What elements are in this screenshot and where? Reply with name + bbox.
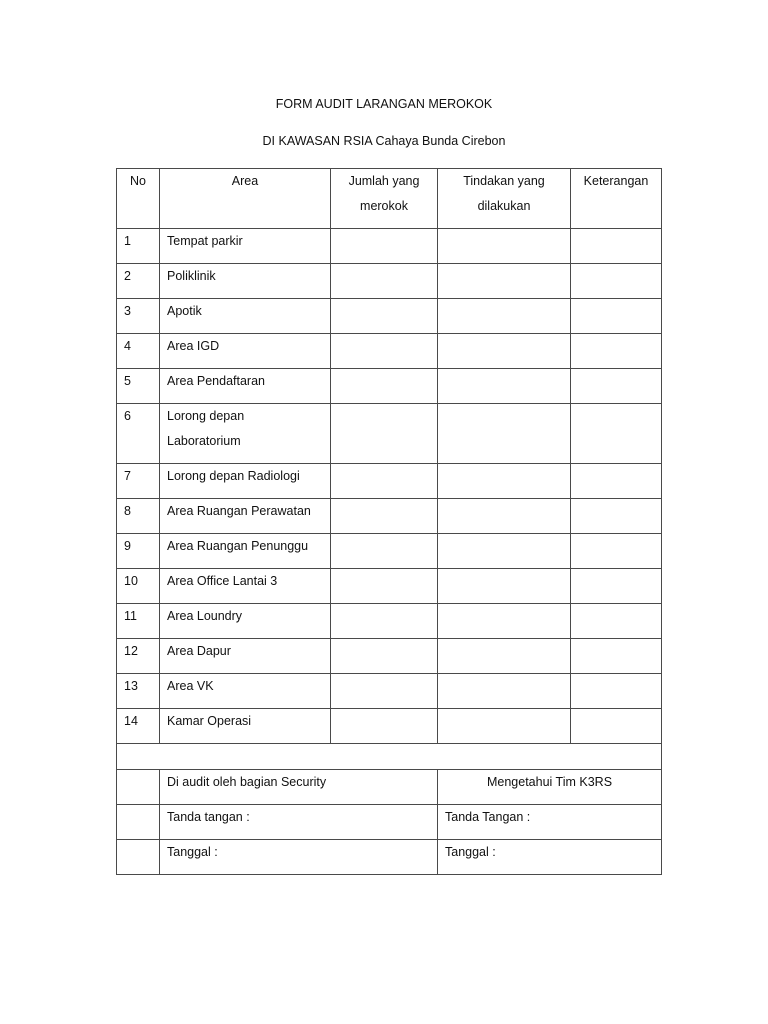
row-jumlah-cell xyxy=(331,569,438,604)
row-tindakan-cell xyxy=(438,569,571,604)
row-tindakan-cell xyxy=(438,334,571,369)
row-tindakan-cell xyxy=(438,369,571,404)
date-left-label: Tanggal : xyxy=(160,840,438,875)
spacer-row xyxy=(117,744,662,770)
header-row xyxy=(117,169,662,229)
row-tindakan-cell xyxy=(438,464,571,499)
row-jumlah-cell xyxy=(331,229,438,264)
signature-left-label: Tanda tangan : xyxy=(160,805,438,840)
row-area: Poliklinik xyxy=(160,264,331,299)
audit-by-label: Di audit oleh bagian Security xyxy=(160,770,438,805)
row-area: Area Office Lantai 3 xyxy=(160,569,331,604)
row-area: Area Loundry xyxy=(160,604,331,639)
footer-audit-row xyxy=(117,770,662,805)
row-area: Area VK xyxy=(160,674,331,709)
row-tindakan-cell xyxy=(438,229,571,264)
row-keterangan-cell xyxy=(571,229,662,264)
row-keterangan-cell xyxy=(571,404,662,464)
footer-signature-row xyxy=(117,805,662,840)
row-tindakan-cell xyxy=(438,404,571,464)
row-keterangan-cell xyxy=(571,569,662,604)
table-row xyxy=(117,499,662,534)
header-no: No xyxy=(117,169,160,229)
row-area: Lorong depan Laboratorium xyxy=(160,404,331,464)
row-keterangan-cell xyxy=(571,464,662,499)
row-tindakan-cell xyxy=(438,264,571,299)
row-keterangan-cell xyxy=(571,709,662,744)
row-number: 8 xyxy=(117,499,160,534)
footer-empty-cell xyxy=(117,805,160,840)
row-jumlah-cell xyxy=(331,264,438,299)
row-number: 13 xyxy=(117,674,160,709)
row-number: 10 xyxy=(117,569,160,604)
table-row xyxy=(117,569,662,604)
form-subtitle: DI KAWASAN RSIA Cahaya Bunda Cirebon xyxy=(262,134,506,148)
row-number: 6 xyxy=(117,404,160,464)
audit-table xyxy=(116,168,662,875)
signature-right-label: Tanda Tangan : xyxy=(438,805,662,840)
row-number: 3 xyxy=(117,299,160,334)
header-area: Area xyxy=(160,169,331,229)
table-row xyxy=(117,299,662,334)
row-keterangan-cell xyxy=(571,674,662,709)
table-row xyxy=(117,334,662,369)
row-tindakan-cell xyxy=(438,499,571,534)
row-jumlah-cell xyxy=(331,499,438,534)
table-row xyxy=(117,709,662,744)
row-jumlah-cell xyxy=(331,299,438,334)
row-area: Area Ruangan Penunggu xyxy=(160,534,331,569)
row-area: Lorong depan Radiologi xyxy=(160,464,331,499)
table-row xyxy=(117,534,662,569)
row-tindakan-cell xyxy=(438,709,571,744)
table-row xyxy=(117,229,662,264)
row-keterangan-cell xyxy=(571,639,662,674)
row-keterangan-cell xyxy=(571,499,662,534)
row-number: 1 xyxy=(117,229,160,264)
row-number: 9 xyxy=(117,534,160,569)
row-number: 4 xyxy=(117,334,160,369)
table-row xyxy=(117,464,662,499)
table-row xyxy=(117,604,662,639)
row-tindakan-cell xyxy=(438,299,571,334)
row-jumlah-cell xyxy=(331,709,438,744)
footer-empty-cell xyxy=(117,770,160,805)
row-area: Apotik xyxy=(160,299,331,334)
row-area: Area IGD xyxy=(160,334,331,369)
row-tindakan-cell xyxy=(438,534,571,569)
row-keterangan-cell xyxy=(571,264,662,299)
date-right-label: Tanggal : xyxy=(438,840,662,875)
row-jumlah-cell xyxy=(331,604,438,639)
row-number: 2 xyxy=(117,264,160,299)
table-row xyxy=(117,404,662,464)
row-area: Area Pendaftaran xyxy=(160,369,331,404)
table-row xyxy=(117,369,662,404)
acknowledged-by-label: Mengetahui Tim K3RS xyxy=(438,770,662,805)
row-tindakan-cell xyxy=(438,674,571,709)
row-keterangan-cell xyxy=(571,299,662,334)
row-jumlah-cell xyxy=(331,334,438,369)
row-area: Area Ruangan Perawatan xyxy=(160,499,331,534)
row-number: 14 xyxy=(117,709,160,744)
form-title: FORM AUDIT LARANGAN MEROKOK xyxy=(275,97,493,111)
row-area: Tempat parkir xyxy=(160,229,331,264)
row-jumlah-cell xyxy=(331,639,438,674)
row-area: Kamar Operasi xyxy=(160,709,331,744)
footer-date-row xyxy=(117,840,662,875)
row-number: 12 xyxy=(117,639,160,674)
row-keterangan-cell xyxy=(571,534,662,569)
row-keterangan-cell xyxy=(571,334,662,369)
row-number: 7 xyxy=(117,464,160,499)
footer-empty-cell xyxy=(117,840,160,875)
row-tindakan-cell xyxy=(438,604,571,639)
header-jumlah: Jumlah yang merokok xyxy=(331,169,438,229)
row-tindakan-cell xyxy=(438,639,571,674)
header-keterangan: Keterangan xyxy=(571,169,662,229)
table-row xyxy=(117,674,662,709)
row-keterangan-cell xyxy=(571,604,662,639)
table-row xyxy=(117,264,662,299)
row-jumlah-cell xyxy=(331,464,438,499)
row-jumlah-cell xyxy=(331,674,438,709)
row-jumlah-cell xyxy=(331,369,438,404)
spacer-cell xyxy=(117,744,662,770)
row-keterangan-cell xyxy=(571,369,662,404)
header-tindakan: Tindakan yang dilakukan xyxy=(438,169,571,229)
row-jumlah-cell xyxy=(331,404,438,464)
table-row xyxy=(117,639,662,674)
row-jumlah-cell xyxy=(331,534,438,569)
row-number: 11 xyxy=(117,604,160,639)
row-number: 5 xyxy=(117,369,160,404)
row-area: Area Dapur xyxy=(160,639,331,674)
